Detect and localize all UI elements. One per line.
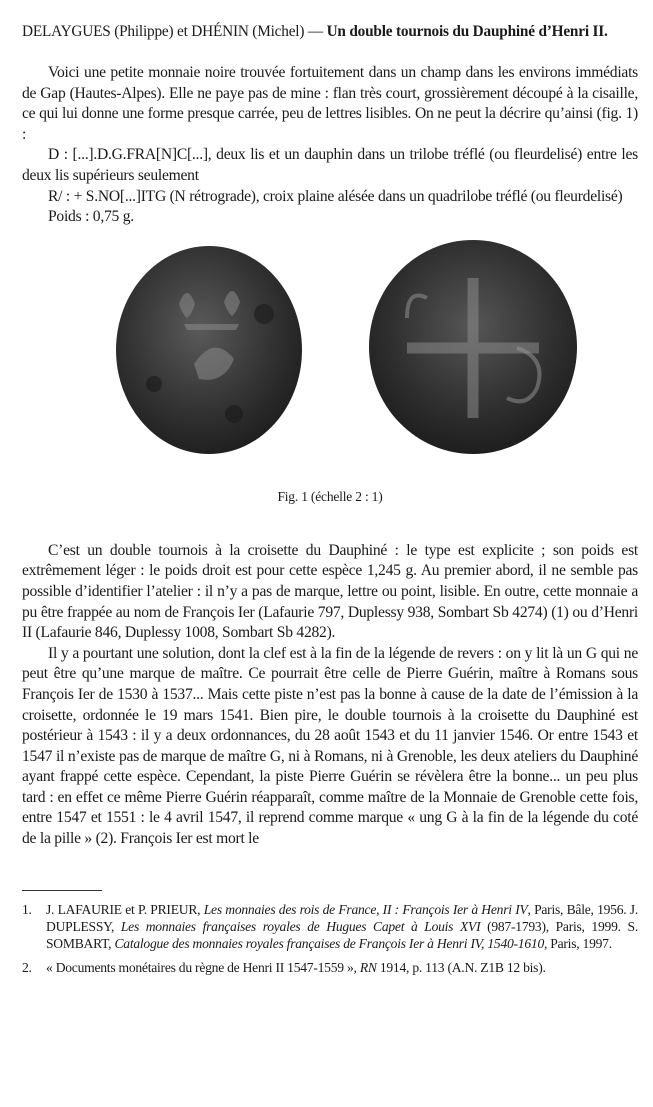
reverse-description: R/ : + S.NO[...]ITG (N rétrograde), croix plaine alésée dans un quadrilobe tréflé (ou fleurdelisé): [48, 187, 623, 205]
article-title: Un double tournois du Dauphiné d’Henri II.: [326, 23, 608, 40]
footnote-text: « Documents monétaires du règne de Henri II 1547-1559 », RN 1914, p. 113 (A.N. Z1B 12 bis).: [46, 959, 546, 975]
coin-reverse-image: [367, 238, 579, 456]
intro-paragraph: Voici une petite monnaie noire trouvée fortuitement dans un champ dans les environs immédiats de Gap (Hautes-Alpes). Elle ne paye pas de mine : flan très court, grossièrement découpé à la cisaille, ce qui lui donne une forme presque carrée, peu de lettres lisibles. On ne peut la décrire qu’ainsi (fig. 1) :: [22, 64, 638, 143]
coin-figure: [22, 236, 638, 486]
footnote-text: J. LAFAURIE et P. PRIEUR, Les monnaies des rois de France, II : François Ier à Henri IV, Paris, Bâle, 1956. J. DUPLESSY, Les monnaies françaises royales de Hugues Capet à Louis XVI (987-1793), Paris, 1999. S. SOMBART, Catalogue des monnaies royales françaises de François Ier à Henri IV, 1540-1610, Paris, 1997.: [46, 901, 638, 952]
article-page: [22, 22, 638, 982]
body-paragraph-2: Il y a pourtant une solution, dont la clef est à la fin de la légende de revers : on y lit là un G qui ne peut être qu’une marque de maître. Ce pourrait être celle de Pierre Guérin, maître à Romans sous François Ier de 1530 à 1537... Mais cette piste n’est pas la bonne à cause de la date de l’émission à la croisette, ordonnée le 19 mars 1541. Bien pire, le double tournois à la croisette du Dauphiné est postérieur à 1543 : il y a deux ordonnances, du 28 août 1543 et du 11 janvier 1546. Or entre 1543 et 1547 il n’existe pas de marque de maître G, ni à Romans, ni à Grenoble, les deux ateliers du Dauphiné ayant frappé cette espèce. Cependant, la piste Pierre Guérin se révèlera être la bonne... un peu plus tard : en effet ce même Pierre Guérin réapparaît, comme maître de la Monnaie de Grenoble cette fois, entre 1547 et 1551 : le 4 avril 1547, il reprend comme marque « ung G à la fin de la légende du coté de la pille » (2). François Ier est mort le: [22, 644, 638, 848]
article-authors: DELAYGUES (Philippe) et DHÉNIN (Michel) —: [22, 23, 327, 40]
footnote-1: [22, 901, 638, 953]
article-header: [22, 22, 638, 41]
coin-obverse-image: [114, 244, 304, 456]
footnote-divider: [22, 890, 102, 891]
figure-caption: Fig. 1 (échelle 2 : 1): [277, 488, 383, 504]
obverse-description: D : [...].D.G.FRA[N]C[...], deux lis et un dauphin dans un trilobe tréflé (ou fleurdelisé) entre les deux lis supérieurs seulement: [22, 146, 638, 184]
footnote-number: 2.: [22, 959, 32, 975]
footnote-2: [22, 959, 638, 976]
coin-weight: Poids : 0,75 g.: [48, 208, 134, 226]
body-paragraph-1: C’est un double tournois à la croisette du Dauphiné : le type est explicite ; son poids est extrêmement léger : le poids droit est pour cette espèce 1,245 g. Au premier abord, il ne semble pas possible d’identifier l’atelier : il n’y a pas de marque, lettre ou point, lisible. En outre, cette monnaie a pu être frappée au nom de François Ier (Lafaurie 797, Duplessy 938, Sombart Sb 4274) (1) ou d’Henri II (Lafaurie 846, Duplessy 1008, Sombart Sb 4282).: [22, 541, 638, 642]
footnote-number: 1.: [22, 901, 32, 917]
